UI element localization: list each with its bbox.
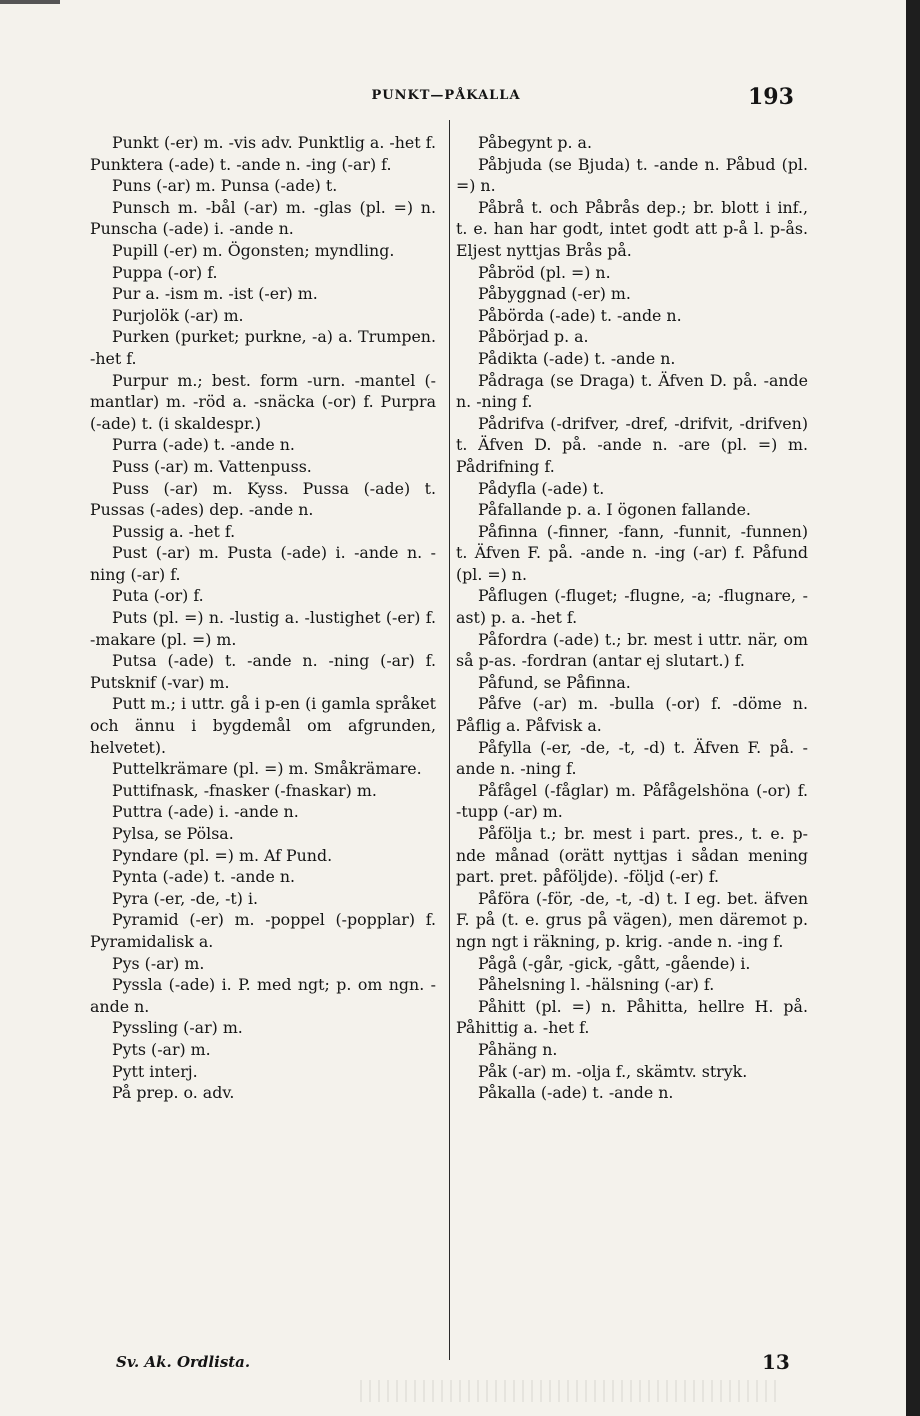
entry-puppa: Puppa (-or) f. (112, 262, 218, 282)
entry-pafolja: Påfölja t.; br. mest i part. pres., t. e. p-nde månad (orätt nyttjas i sådan mening part. pret. påföljde). -följd (-er) f. (456, 824, 808, 887)
right-column (456, 132, 808, 1104)
entry-pyramid: Pyramid (-er) m. -poppel (-popplar) f. Pyramidalisk a. (90, 910, 436, 951)
entry-pahang: Påhäng n. (478, 1039, 558, 1059)
left-column (90, 132, 436, 1104)
entry-padikta: Pådikta (-ade) t. -ande n. (478, 348, 676, 368)
entry-putsa: Putsa (-ade) t. -ande n. -ning (-ar) f. Putsknif (-var) m. (90, 651, 436, 692)
entry-pylsa: Pylsa, se Pölsa. (112, 824, 234, 843)
entry-pafora: Påföra (-för, -de, -t, -d) t. I eg. bet. äfven F. på (t. e. grus på vägen), men däremot p. ngn ngt i räkning, p. krig. -ande n. -ing f. (456, 888, 808, 951)
entry-pys: Pys (-ar) m. (112, 953, 205, 973)
entry-puta: Puta (-or) f. (112, 586, 204, 606)
entry-padrifva: Pådrifva (-drifver, -dref, -drifvit, -drifven) t. Äfven D. på. -ande n. -are (pl. =) m. Pådrifning f. (456, 413, 808, 476)
entry-pafagel: Påfågel (-fåglar) m. Påfågelshöna (-or) f. -tupp (-ar) m. (456, 780, 808, 822)
entry-puttelkramare: Puttelkrämare (pl. =) m. Småkrämare. (112, 759, 422, 779)
entry-padraga: Pådraga (se Draga) t. Äfven D. på. -ande n. -ning f. (456, 370, 808, 412)
entry-purken: Purken (purket; purkne, -a) a. Trumpen. -het f. (90, 327, 436, 368)
entry-pussig: Pussig a. -het f. (112, 521, 236, 541)
entry-pabjuda: Påbjuda (se Bjuda) t. -ande n. Påbud (pl. =) n. (456, 154, 808, 196)
entry-punkt: Punkt (-er) m. -vis adv. Punktlig a. -het f. Punktera (-ade) t. -ande n. -ing (-ar) f. (90, 133, 436, 174)
entry-pahelsning: Påhelsning l. -hälsning (-ar) f. (478, 975, 715, 995)
entry-pupill: Pupill (-er) m. Ögonsten; myndling. (112, 240, 395, 260)
column-divider (449, 120, 450, 1360)
entry-puns: Puns (-ar) m. Punsa (-ade) t. (112, 176, 338, 196)
entry-paborda: Påbörda (-ade) t. -ande n. (478, 305, 682, 325)
entry-pafve: Påfve (-ar) m. -bulla (-or) f. -döme n. Påflig a. Påfvisk a. (456, 694, 808, 736)
scan-edge-top (0, 0, 60, 4)
entry-puts: Puts (pl. =) n. -lustig a. -lustighet (-er) f. -makare (pl. =) m. (90, 608, 436, 649)
page-number: 193 (748, 84, 794, 110)
entry-pakalla: Påkalla (-ade) t. -ande n. (478, 1083, 674, 1103)
entry-paga: Pågå (-går, -gick, -gått, -gående) i. (478, 953, 751, 973)
scan-noise (360, 1380, 780, 1402)
entry-pafylla: Påfylla (-er, -de, -t, -d) t. Äfven F. på. -ande n. -ning f. (456, 737, 808, 779)
entry-puttra: Puttra (-ade) i. -ande n. (112, 802, 299, 822)
entry-pafinna: Påfinna (-finner, -fann, -funnit, -funnen) t. Äfven F. på. -ande n. -ing (-ar) f. Påfund (pl. =) n. (456, 521, 808, 584)
entry-pur: Pur a. -ism m. -ist (-er) m. (112, 284, 318, 304)
entry-pafordra: Påfordra (-ade) t.; br. mest i uttr. när, om så p-as. -fordran (antar ej slutart.) f. (456, 629, 808, 671)
entry-putt: Putt m.; i uttr. gå i p-en (i gamla språket och ännu i bygdemål om afgrunden, helvetet). (90, 694, 436, 757)
entry-purra: Purra (-ade) t. -ande n. (112, 435, 295, 455)
entry-pyssla: Pyssla (-ade) i. P. med ngt; p. om ngn. -ande n. (90, 975, 436, 1016)
entry-paborjad: Påbörjad p. a. (478, 327, 589, 347)
running-head: PUNKT—PÅKALLA (371, 88, 521, 103)
entry-purjolok: Purjolök (-ar) m. (112, 305, 244, 325)
entry-puss-2: Puss (-ar) m. Kyss. Pussa (-ade) t. Pussas (-ades) dep. -ande n. (90, 478, 436, 520)
entry-paflugen: Påflugen (-fluget; -flugne, -a; -flugnare, -ast) p. a. -het f. (456, 586, 808, 628)
entry-pynta: Pynta (-ade) t. -ande n. (112, 867, 296, 887)
scan-edge-right (906, 0, 920, 1416)
entry-pabra: Påbrå t. och Påbrås dep.; br. blott i inf., t. e. han har godt, intet godt att p-å l. p-ås. Eljest nyttjas Brås på. (456, 197, 808, 260)
entry-pa: På prep. o. adv. (112, 1083, 235, 1103)
entry-puss-1: Puss (-ar) m. Vattenpuss. (112, 456, 312, 476)
entry-punsch: Punsch m. -bål (-ar) m. -glas (pl. =) n. Punscha (-ade) i. -ande n. (90, 197, 436, 239)
entry-purpur: Purpur m.; best. form -urn. -mantel (-mantlar) m. -röd a. -snäcka (-or) f. Purpra (-ade) t. (i skaldespr.) (90, 370, 436, 433)
entry-pafund: Påfund, se Påfinna. (478, 672, 631, 692)
entry-pahitt: Påhitt (pl. =) n. Påhitta, hellre H. på. Påhittig a. -het f. (456, 996, 808, 1038)
entry-pabyggnad: Påbyggnad (-er) m. (478, 284, 631, 304)
entry-padyfla: Pådyfla (-ade) t. (478, 478, 605, 498)
entry-pak: Påk (-ar) m. -olja f., skämtv. stryk. (478, 1061, 748, 1081)
entry-pafallande: Påfallande p. a. I ögonen fallande. (478, 500, 751, 520)
footer-sheet-number: 13 (762, 1350, 790, 1374)
entry-pyts: Pyts (-ar) m. (112, 1039, 211, 1059)
entry-pabegynt: Påbegynt p. a. (478, 133, 592, 152)
entry-pust: Pust (-ar) m. Pusta (-ade) i. -ande n. -ning (-ar) f. (90, 543, 436, 584)
entry-pabrod: Påbröd (pl. =) n. (478, 262, 611, 282)
footer-signature: Sv. Ak. Ordlista. (116, 1353, 251, 1371)
entry-pyssling: Pyssling (-ar) m. (112, 1018, 243, 1038)
entry-pytt: Pytt interj. (112, 1061, 198, 1081)
entry-pyra: Pyra (-er, -de, -t) i. (112, 888, 259, 908)
entry-puttifnask: Puttifnask, -fnasker (-fnaskar) m. (112, 780, 377, 800)
entry-pyndare: Pyndare (pl. =) m. Af Pund. (112, 845, 333, 865)
